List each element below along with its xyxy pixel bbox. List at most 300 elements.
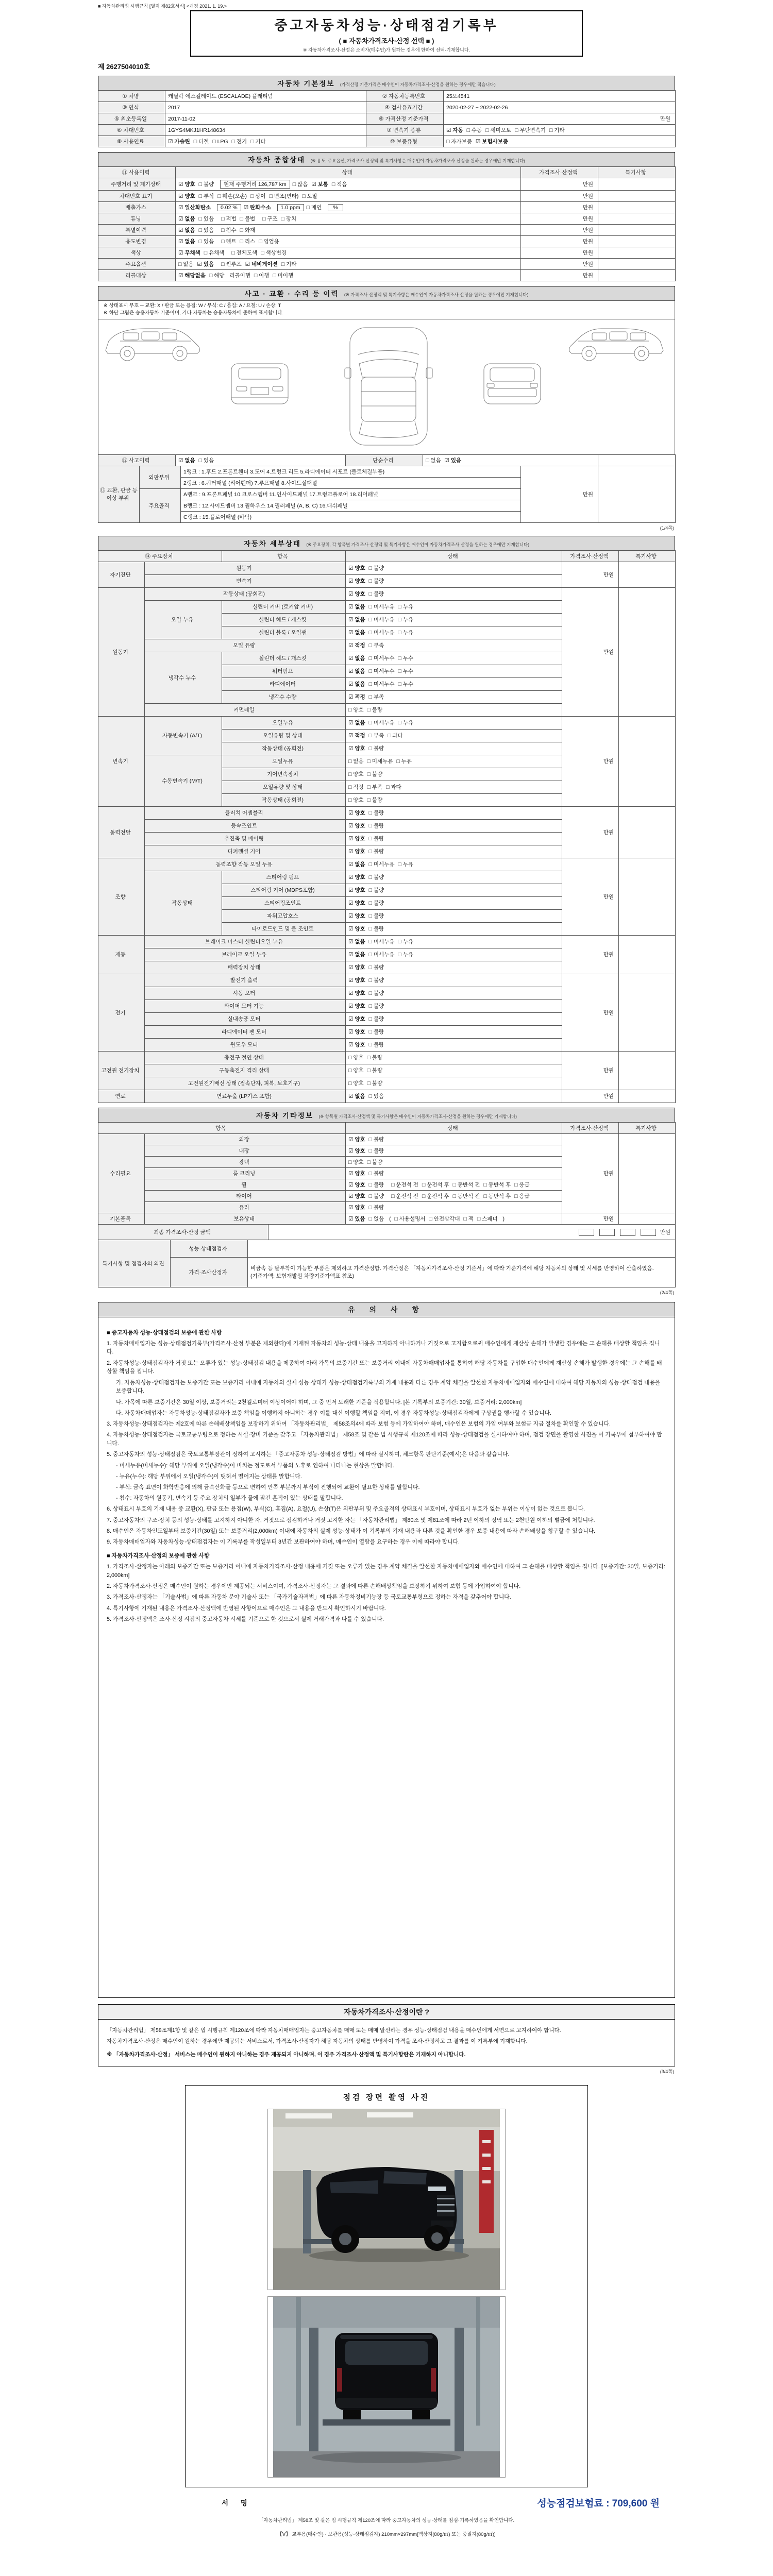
- checkbox-unchecked[interactable]: □ 세미오토: [485, 127, 512, 133]
- checkbox-unchecked[interactable]: □ 불량: [368, 745, 384, 752]
- checkbox-checked[interactable]: ☑ 양호: [348, 745, 365, 752]
- title-box: [190, 10, 583, 57]
- checkbox-unchecked[interactable]: □ 리스: [240, 239, 256, 245]
- checkbox-unchecked[interactable]: □ 양호: [348, 1055, 364, 1061]
- checkbox-unchecked[interactable]: □ 많음: [292, 181, 308, 188]
- checkbox-unchecked[interactable]: □ LPG: [212, 139, 228, 145]
- checkbox-unchecked[interactable]: □ 불법: [240, 216, 256, 222]
- checkbox-checked[interactable]: ☑ 양호: [348, 1042, 365, 1048]
- checkbox-unchecked[interactable]: □ 부식: [198, 193, 214, 199]
- checkbox-unchecked[interactable]: □ 전기: [231, 139, 247, 145]
- checkbox-unchecked[interactable]: □ 운전석 후: [422, 1181, 449, 1188]
- checkbox-unchecked[interactable]: □ 불량: [368, 874, 384, 880]
- value-cell: [176, 191, 521, 202]
- label-cell: [98, 1122, 346, 1133]
- label-cell: [98, 1240, 171, 1287]
- text: [259, 216, 260, 222]
- checkbox-checked[interactable]: ☑ 양호: [348, 964, 365, 971]
- checkbox-checked[interactable]: ☑ 양호: [348, 1136, 365, 1143]
- value-cell: [521, 225, 598, 236]
- photos-title: 점검 장면 촬영 사진: [343, 2093, 430, 2102]
- label-cell: [145, 974, 346, 987]
- checkbox-unchecked[interactable]: □ 기타: [549, 127, 565, 133]
- value-cell: [176, 213, 521, 225]
- checkbox-unchecked[interactable]: □ 불량: [368, 1181, 384, 1188]
- checkbox-unchecked[interactable]: □ 화재: [240, 227, 256, 233]
- checkbox-unchecked[interactable]: □ 렌트: [221, 239, 237, 245]
- value-cell: [165, 91, 366, 102]
- checkbox-unchecked[interactable]: □ 불량: [368, 1193, 384, 1199]
- text: ④ 검사유효기간: [384, 105, 423, 111]
- checkbox-checked[interactable]: ☑ 양호: [348, 1204, 365, 1211]
- text: 광택: [239, 1159, 249, 1165]
- checkbox-unchecked[interactable]: □ 불량: [368, 1204, 384, 1211]
- checkbox-checked[interactable]: ☑ 없음: [178, 239, 195, 245]
- checkbox-unchecked[interactable]: □ 응급: [514, 1193, 530, 1199]
- label-cell: [346, 550, 562, 562]
- text: 만원: [603, 829, 614, 836]
- checkbox-unchecked[interactable]: □ 불량: [368, 810, 384, 816]
- value-cell: [346, 1038, 562, 1051]
- checkbox-checked[interactable]: ☑ 무채색: [178, 250, 200, 256]
- checkbox-unchecked[interactable]: □ 수동: [466, 127, 482, 133]
- checkbox-checked[interactable]: ☑ 없음: [348, 668, 365, 674]
- checkbox-checked[interactable]: ☑ 양호: [178, 181, 195, 188]
- checkbox-checked[interactable]: ☑ 없음: [348, 720, 365, 726]
- checkbox-checked[interactable]: ☑ 없음: [178, 216, 195, 222]
- text: 실내송풍 모터: [227, 1016, 261, 1022]
- checkbox-unchecked[interactable]: □ 불량: [368, 926, 384, 932]
- checkbox-checked[interactable]: ☑ 없음: [348, 681, 365, 687]
- checkbox-unchecked[interactable]: □ 누유: [398, 952, 414, 958]
- checkbox-unchecked[interactable]: □ 누수: [398, 668, 414, 674]
- final-price-table-host: [98, 1224, 675, 1240]
- value-cell: [248, 1257, 676, 1287]
- text: 조향: [115, 893, 126, 900]
- label-cell: [98, 259, 176, 270]
- table-row: [98, 1122, 676, 1133]
- checkbox-unchecked[interactable]: □ 부족: [368, 642, 384, 649]
- checkbox-unchecked[interactable]: □ 불량: [367, 797, 383, 803]
- checkbox-checked[interactable]: ☑ 보통: [311, 181, 328, 188]
- checkbox-checked[interactable]: ☑ 양호: [348, 887, 365, 893]
- checkbox-unchecked[interactable]: □ 미세누유: [368, 617, 395, 623]
- checkbox-unchecked[interactable]: □ 없음: [178, 261, 194, 267]
- text: [621, 1215, 623, 1222]
- section-header-misc: [98, 1108, 675, 1123]
- table-row: [98, 1213, 676, 1224]
- value-cell: [346, 819, 562, 832]
- checkbox-unchecked[interactable]: □ 양호: [348, 707, 364, 713]
- checkbox-unchecked[interactable]: □ 불량: [368, 990, 384, 996]
- checkbox-checked[interactable]: ☑ 양호: [348, 1170, 365, 1177]
- text: [621, 893, 623, 900]
- checkbox-unchecked[interactable]: □ 있음: [368, 1093, 384, 1099]
- value-cell: [181, 477, 521, 488]
- checkbox-checked[interactable]: ☑ 없음: [178, 457, 195, 464]
- checkbox-unchecked[interactable]: □ 운전석 후: [422, 1193, 449, 1199]
- checkbox-unchecked[interactable]: □ 자가보증: [446, 139, 472, 145]
- text: ⑩ 보증유형: [390, 139, 417, 145]
- checkbox-unchecked[interactable]: □ 기타: [250, 139, 266, 145]
- checkbox-unchecked[interactable]: □ 침수: [221, 227, 237, 233]
- checkbox-unchecked[interactable]: □ 불량: [367, 707, 383, 713]
- checkbox-checked[interactable]: ☑ 양호: [348, 591, 365, 597]
- text: [388, 1193, 389, 1199]
- text: 가격조사·산정액: [570, 1125, 609, 1131]
- text: 가격조사·산정액: [570, 553, 609, 560]
- label-cell: [98, 587, 145, 716]
- text: 특기사항: [625, 170, 646, 176]
- checkbox-unchecked[interactable]: □ 없음: [368, 1215, 384, 1222]
- checkbox-unchecked[interactable]: □ 기타: [281, 261, 297, 267]
- checkbox-unchecked[interactable]: □ 불량: [367, 1159, 383, 1165]
- label-cell: [222, 793, 346, 806]
- text: 만원: [582, 181, 593, 188]
- checkbox-unchecked[interactable]: □ 동반석 전: [452, 1193, 480, 1199]
- label-cell: [98, 1051, 145, 1090]
- checkbox-unchecked[interactable]: □ 응급: [514, 1181, 530, 1188]
- checkbox-unchecked[interactable]: □ 불량: [367, 771, 383, 777]
- checkbox-checked[interactable]: ☑ 양호: [348, 1193, 365, 1199]
- checkbox-checked[interactable]: ☑ 없음: [348, 861, 365, 868]
- checkbox-unchecked[interactable]: □ 불량: [368, 913, 384, 919]
- checkbox-checked[interactable]: ☑ 양호: [348, 1147, 365, 1154]
- label-cell: [222, 909, 346, 922]
- table-row: [98, 178, 676, 191]
- checkbox-unchecked[interactable]: □ 불량: [368, 578, 384, 584]
- checkbox-unchecked[interactable]: □ 있음: [198, 227, 214, 233]
- checkbox-unchecked[interactable]: □ 양호: [348, 797, 364, 803]
- checkbox-unchecked[interactable]: □ 불량: [368, 1029, 384, 1035]
- checkbox-unchecked[interactable]: □ 영업용: [259, 239, 279, 245]
- value-cell: [346, 987, 562, 999]
- checkbox-checked[interactable]: ☑ 없음: [348, 604, 365, 610]
- checkbox-unchecked[interactable]: □ 누유: [398, 604, 414, 610]
- checkbox-checked[interactable]: ☑ 양호: [348, 565, 365, 571]
- checkbox-unchecked[interactable]: □ 불량: [367, 1067, 383, 1074]
- checkbox-unchecked[interactable]: □ 매연: [306, 205, 322, 211]
- checkbox-unchecked[interactable]: □ 유채색: [204, 250, 225, 256]
- label-cell: [145, 832, 346, 845]
- value-cell: [181, 511, 521, 522]
- text: 전기: [115, 1009, 126, 1016]
- checkbox-unchecked[interactable]: □ 양호: [348, 771, 364, 777]
- checkbox-unchecked[interactable]: □ 불량: [368, 836, 384, 842]
- value-cell: [346, 832, 562, 845]
- checkbox-unchecked[interactable]: □ 불량: [368, 565, 384, 571]
- checkbox-checked[interactable]: ☑ 있음: [197, 261, 214, 267]
- label-cell: [98, 167, 176, 178]
- text: 워터펌프: [272, 668, 293, 674]
- checkbox-checked[interactable]: ☑ 없음: [348, 952, 365, 958]
- checkbox-unchecked[interactable]: □ 미세누유: [368, 939, 395, 945]
- checkbox-unchecked[interactable]: □ 누수: [398, 681, 414, 687]
- checkbox-unchecked[interactable]: □ 불량: [368, 1016, 384, 1022]
- text: 리콜대상: [125, 273, 146, 279]
- text: 연료누출 (LP가스 포함): [216, 1093, 272, 1099]
- checkbox-checked[interactable]: ☑ 양호: [348, 836, 365, 842]
- label-cell: [98, 550, 222, 562]
- checkbox-unchecked[interactable]: □ 적정: [348, 784, 364, 790]
- checkbox-unchecked[interactable]: □ 디젤: [193, 139, 209, 145]
- checkbox-checked[interactable]: ☑ 양호: [348, 926, 365, 932]
- checkbox-unchecked[interactable]: □ 누유: [398, 617, 414, 623]
- checkbox-checked[interactable]: ☑ 양호: [348, 1181, 365, 1188]
- checkbox-unchecked[interactable]: □ 불량: [368, 977, 384, 984]
- checkbox-unchecked[interactable]: □ 불량: [367, 1080, 383, 1087]
- label-cell: [598, 167, 676, 178]
- checkbox-unchecked[interactable]: □ 불량: [368, 849, 384, 855]
- checkbox-unchecked[interactable]: □ 미세누유: [368, 861, 395, 868]
- checkbox-unchecked[interactable]: □ 적음: [331, 181, 347, 188]
- checkbox-checked[interactable]: ☑ 양호: [348, 913, 365, 919]
- checkbox-unchecked[interactable]: □ 장치: [281, 216, 297, 222]
- checkbox-checked[interactable]: ☑ 적정: [348, 733, 365, 739]
- checkbox-unchecked[interactable]: □ 색상변경: [261, 250, 287, 256]
- boxed-value: %: [328, 204, 343, 211]
- checkbox-unchecked[interactable]: □ 미이행: [273, 273, 294, 279]
- checkbox-unchecked[interactable]: □ 이행: [254, 273, 270, 279]
- text: 특별이력: [125, 227, 146, 233]
- checkbox-checked[interactable]: ☑ 없음: [348, 630, 365, 636]
- label-cell: [222, 729, 346, 742]
- text: 자동변속기 (A/T): [162, 733, 202, 739]
- value-cell: [346, 1133, 562, 1145]
- text: ⑦ 변속기 종류: [386, 127, 421, 133]
- checkbox-checked[interactable]: ☑ 해당없음: [178, 273, 206, 279]
- label-cell: [222, 677, 346, 690]
- checkbox-unchecked[interactable]: □ 썬루프: [221, 261, 242, 267]
- text: 냉각수 누수: [168, 674, 196, 681]
- boxed-value: 현재 주행거리 126,787 km: [220, 180, 290, 189]
- checkbox-unchecked[interactable]: □ 전체도색: [231, 250, 258, 256]
- table-row: [98, 466, 676, 477]
- checkbox-unchecked[interactable]: □ 부족: [368, 694, 384, 700]
- label-cell: [145, 1133, 346, 1145]
- checkbox-unchecked[interactable]: □ 불량: [368, 887, 384, 893]
- checkbox-checked[interactable]: ☑ 없음: [348, 617, 365, 623]
- checkbox-unchecked[interactable]: □ 적법: [221, 216, 237, 222]
- value-cell: [444, 125, 676, 136]
- checkbox-unchecked[interactable]: □ 훼손(오손): [217, 193, 247, 199]
- text: [601, 250, 602, 256]
- value-cell: [346, 1077, 562, 1090]
- checkbox-checked[interactable]: ☑ 일산화탄소: [178, 205, 211, 211]
- checkbox-unchecked[interactable]: □ 양호: [348, 1159, 364, 1165]
- checkbox-unchecked[interactable]: □ 불량: [368, 1003, 384, 1009]
- checkbox-unchecked[interactable]: □ 양호: [348, 1080, 364, 1087]
- checkbox-unchecked[interactable]: □ 도말: [302, 193, 317, 199]
- checkbox-checked[interactable]: ☑ 자동: [446, 127, 463, 133]
- label-cell: [98, 454, 176, 466]
- checkbox-unchecked[interactable]: □ 스패너: [477, 1215, 498, 1222]
- checkbox-unchecked[interactable]: □ 누유: [398, 939, 414, 945]
- checkbox-unchecked[interactable]: □ 누유: [398, 720, 414, 726]
- label-cell: [98, 1133, 145, 1213]
- label-cell: [145, 1167, 346, 1179]
- note-paragraph: 2. 자동차가격조사·산정은 매수인이 원하는 경우에만 제공되는 서비스이며, 가격조사·산정자는 그 결과에 따른 손해배상책임을 보장하기 위하여 보험 등에 가입하여야 합니다.: [107, 1583, 521, 1590]
- value-cell: [346, 690, 562, 703]
- checkbox-checked[interactable]: ☑ 양호: [348, 1016, 365, 1022]
- label-cell: [98, 213, 176, 225]
- value-cell: [346, 999, 562, 1012]
- checkbox-unchecked[interactable]: □ 운전석 전: [391, 1193, 418, 1199]
- text: A랭크 : 9.프론트패널 10.크로스멤버 11.인사이드패널 17.트렁크플로어 18.리어패널: [183, 491, 378, 498]
- checkbox-unchecked[interactable]: □ 부족: [368, 733, 384, 739]
- checkbox-unchecked[interactable]: □ 누유: [398, 861, 414, 868]
- checkbox-checked[interactable]: ☑ 양호: [178, 193, 195, 199]
- checkbox-unchecked[interactable]: □ 불량: [368, 1136, 384, 1143]
- checkbox-checked[interactable]: ☑ 양호: [348, 990, 365, 996]
- final-price-table: [98, 1224, 676, 1240]
- text: 2017: [168, 104, 180, 111]
- checkbox-checked[interactable]: ☑ 양호: [348, 900, 365, 906]
- label-cell: [346, 1122, 562, 1133]
- text: [228, 250, 229, 256]
- value-cell: [444, 91, 676, 102]
- signature-label[interactable]: 서 명: [222, 2499, 253, 2507]
- checkbox-checked[interactable]: ☑ 적정: [348, 694, 365, 700]
- checkbox-unchecked[interactable]: □ 미세누유: [368, 952, 395, 958]
- checkbox-unchecked[interactable]: □ 해당: [209, 273, 225, 279]
- text: 파워고압호스: [267, 913, 298, 919]
- checkbox-checked[interactable]: ☑ 양호: [348, 810, 365, 816]
- checkbox-checked[interactable]: ☑ 가솔린: [168, 139, 190, 145]
- label-cell: [98, 1213, 145, 1224]
- checkbox-unchecked[interactable]: □ 불량: [368, 900, 384, 906]
- table-row: [98, 1090, 676, 1103]
- value-cell: [346, 1156, 562, 1167]
- text: 최종 가격조사·산정 금액: [154, 1229, 211, 1235]
- section-header-accident: [98, 286, 675, 301]
- checkbox-unchecked[interactable]: □ 누유: [396, 758, 412, 765]
- checkbox-unchecked[interactable]: □ 부족: [367, 784, 383, 790]
- text: 리콜이행: [228, 273, 252, 279]
- label-cell: [145, 845, 346, 858]
- checkbox-unchecked[interactable]: □ 운전석 전: [391, 1181, 418, 1188]
- checkbox-unchecked[interactable]: □ 불량: [368, 1170, 384, 1177]
- checkbox-unchecked[interactable]: □ 미세누유: [367, 758, 393, 765]
- checkbox-unchecked[interactable]: □ 누수: [398, 655, 414, 662]
- footer-note-2: 【Ⅴ】 교부용(매수인) · 보관용(성능·상태점검자) 210mm×297mm[백상지(80g/㎡) 또는 중질지(80g/㎡)]: [277, 2531, 496, 2537]
- checkbox-checked[interactable]: ☑ 양호: [348, 1003, 365, 1009]
- checkbox-unchecked[interactable]: □ 잭: [463, 1215, 474, 1222]
- value-cell: [598, 454, 676, 466]
- text: [601, 457, 602, 463]
- section-header-basic: [98, 76, 675, 91]
- checkbox-checked[interactable]: ☑ 없음: [178, 227, 195, 233]
- table-row: [98, 454, 676, 466]
- label-cell: [222, 871, 346, 884]
- checkbox-checked[interactable]: ☑ 있음: [444, 457, 462, 464]
- section-note: (※ 항목별 가격조사·산정액 및 특기사항은 매수인이 자동차가격조사·산정을 원하는 경우에만 기재합니다): [318, 1113, 517, 1119]
- checkbox-unchecked[interactable]: □ 없음: [426, 457, 441, 464]
- text: 만원: [582, 227, 593, 233]
- checkbox-unchecked[interactable]: □ 사용설명서: [394, 1215, 426, 1222]
- checkbox-checked[interactable]: ☑ 양호: [348, 823, 365, 829]
- checkbox-unchecked[interactable]: □ 무단변속기: [515, 127, 546, 133]
- checkbox-unchecked[interactable]: □ 구조: [262, 216, 278, 222]
- label-cell: [145, 1064, 346, 1077]
- checkbox-unchecked[interactable]: □ 불량: [368, 1042, 384, 1048]
- checkbox-checked[interactable]: ☑ 보험사보증: [475, 139, 508, 145]
- text: 디퍼렌셜 기어: [227, 849, 261, 855]
- checkbox-checked[interactable]: ☑ 양호: [348, 578, 365, 584]
- section-detail-state: [98, 536, 675, 1103]
- label-cell: [145, 639, 346, 652]
- text: 만원: [582, 193, 593, 199]
- checkbox-unchecked[interactable]: □ 있음: [198, 216, 214, 222]
- value-cell: [346, 1190, 562, 1201]
- checkbox-unchecked[interactable]: □ 불량: [368, 964, 384, 971]
- checkbox-checked[interactable]: ☑ 양호: [348, 874, 365, 880]
- checkbox-checked[interactable]: ☑ 양호: [348, 977, 365, 984]
- checkbox-unchecked[interactable]: □ 불량: [198, 181, 214, 188]
- text: 발전기 출력: [230, 977, 258, 984]
- checkbox-unchecked[interactable]: □ 누유: [398, 630, 414, 636]
- checkbox-unchecked[interactable]: □ 없음: [348, 758, 364, 765]
- checkbox-checked[interactable]: ☑ 있음: [348, 1215, 365, 1222]
- checkbox-unchecked[interactable]: □ 미세누수: [368, 668, 395, 674]
- label-cell: [145, 1051, 346, 1064]
- checkbox-unchecked[interactable]: □ 있음: [198, 239, 214, 245]
- table-row: [98, 213, 676, 225]
- checkbox-unchecked[interactable]: □ 상이: [250, 193, 266, 199]
- checkbox-unchecked[interactable]: □ 동반석 후: [483, 1181, 511, 1188]
- note-paragraph: ■ 자동차가격조사·산정의 보증에 관한 사항: [107, 1552, 210, 1559]
- checkbox-checked[interactable]: ☑ 탄화수소: [243, 205, 271, 211]
- checkbox-unchecked[interactable]: □ 있음: [198, 457, 214, 464]
- checkbox-unchecked[interactable]: □ 양호: [348, 1067, 364, 1074]
- checkbox-unchecked[interactable]: □ 불량: [368, 1147, 384, 1154]
- checkbox-unchecked[interactable]: □ 동반석 후: [483, 1193, 511, 1199]
- section-title: 자동차 종합상태: [248, 156, 306, 164]
- checkbox-unchecked[interactable]: □ 변조(변타): [269, 193, 299, 199]
- checkbox-checked[interactable]: ☑ 양호: [348, 1029, 365, 1035]
- notice-body: [98, 1317, 675, 1997]
- checkbox-unchecked[interactable]: □ 불량: [367, 1055, 383, 1061]
- checkbox-unchecked[interactable]: □ 미세누수: [368, 681, 395, 687]
- checkbox-checked[interactable]: ☑ 없음: [348, 939, 365, 945]
- checkbox-unchecked[interactable]: □ 동반석 전: [452, 1181, 480, 1188]
- checkbox-checked[interactable]: ☑ 없음: [348, 1093, 365, 1099]
- checkbox-unchecked[interactable]: □ 미세누수: [368, 655, 395, 662]
- checkbox-unchecked[interactable]: □ 불량: [368, 823, 384, 829]
- checkbox-unchecked[interactable]: □ 과다: [388, 733, 403, 739]
- checkbox-unchecked[interactable]: □ 미세누유: [368, 604, 395, 610]
- table-row: [98, 113, 676, 125]
- checkbox-checked[interactable]: ☑ 없음: [348, 655, 365, 662]
- checkbox-unchecked[interactable]: □ 불량: [368, 591, 384, 597]
- table-row: [98, 1133, 676, 1145]
- value-cell: [346, 793, 562, 806]
- text: 상태: [447, 553, 458, 560]
- checkbox-unchecked[interactable]: □ 과다: [386, 784, 401, 790]
- checkbox-unchecked[interactable]: □ 안전삼각대: [429, 1215, 460, 1222]
- text: 만원: [660, 116, 670, 122]
- checkbox-checked[interactable]: ☑ 네비게이션: [245, 261, 278, 267]
- value-cell: [346, 1145, 562, 1156]
- value-cell: [346, 587, 562, 600]
- checkbox-checked[interactable]: ☑ 적정: [348, 642, 365, 649]
- value-cell: [248, 1240, 676, 1257]
- checkbox-unchecked[interactable]: □ 미세누유: [368, 720, 395, 726]
- checkbox-checked[interactable]: ☑ 양호: [348, 849, 365, 855]
- checkbox-unchecked[interactable]: □ 미세누유: [368, 630, 395, 636]
- value-cell: [346, 1090, 562, 1103]
- page-subtitle: ( ■ 자동차가격조사·산정 선택 ■ ): [339, 37, 434, 45]
